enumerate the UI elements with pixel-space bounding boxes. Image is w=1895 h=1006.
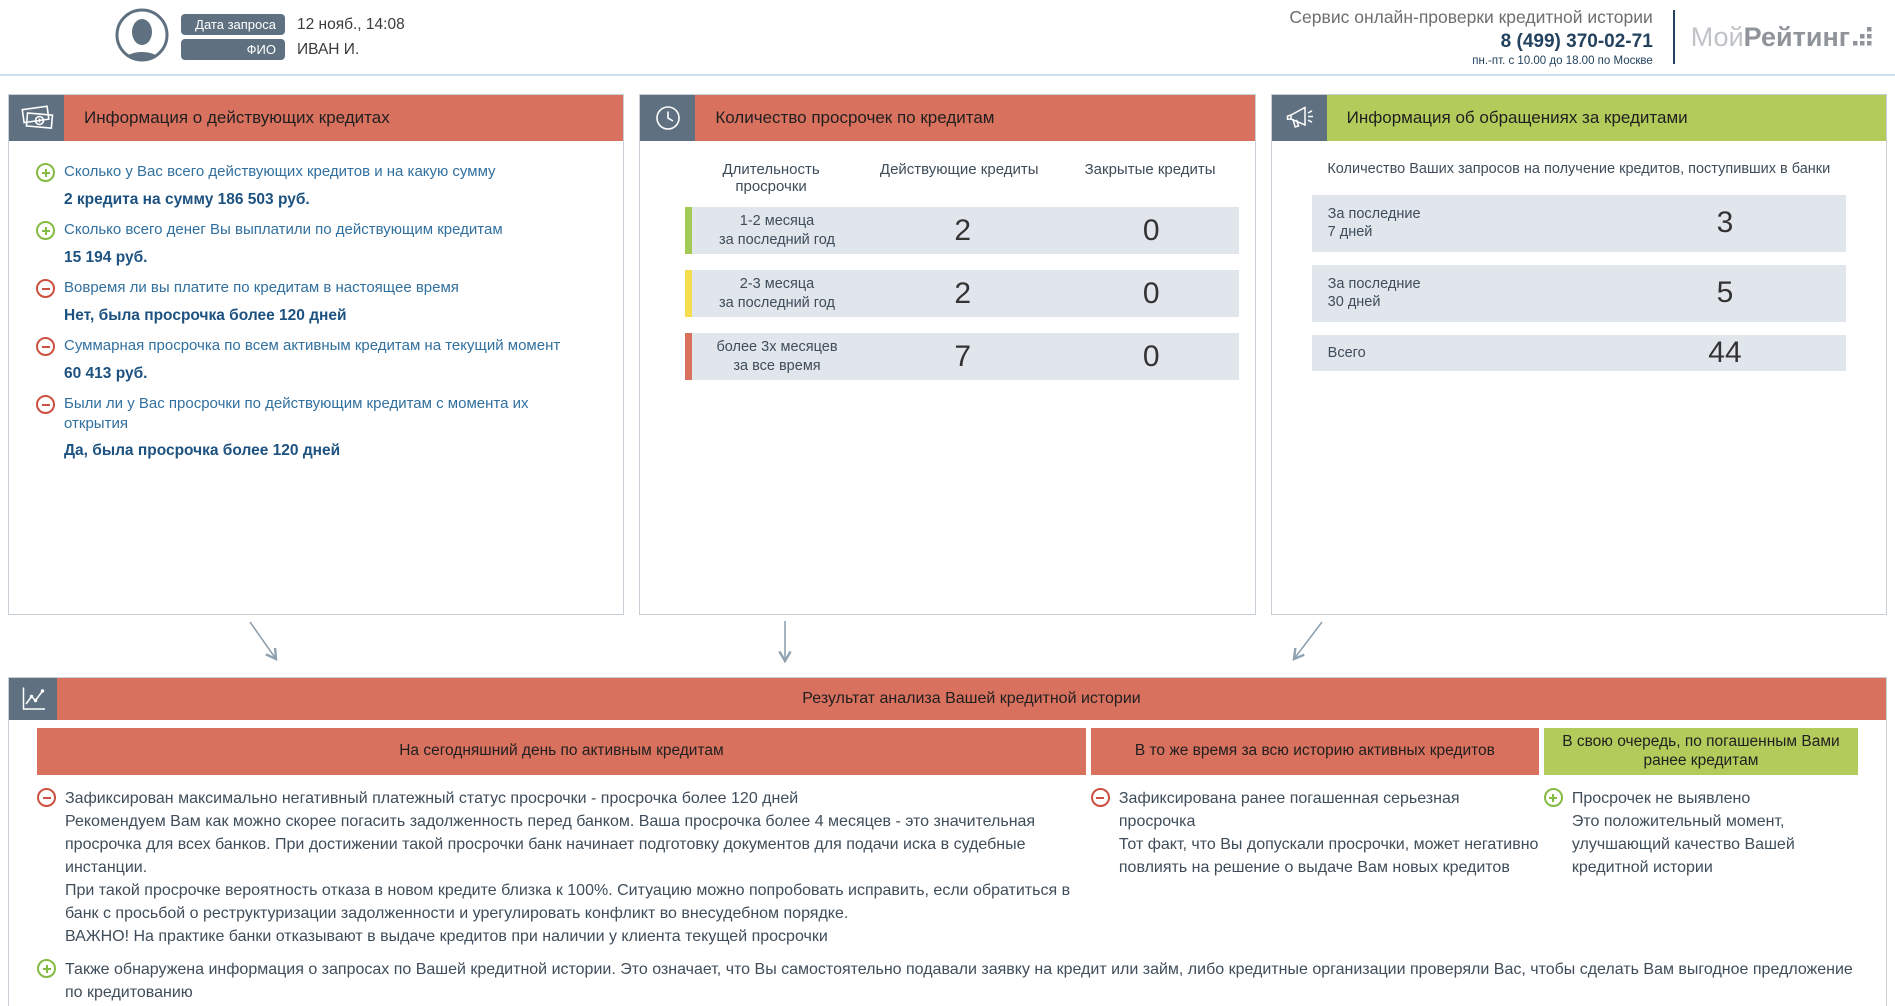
delinquency-period xyxy=(692,338,861,374)
period-line: за последний год xyxy=(719,231,835,248)
analysis-paragraph: Тот факт, что Вы допускали просрочки, может негативно повлиять на решение о выдаче Вам новых кредитов xyxy=(1118,836,1539,877)
card-delinquencies xyxy=(639,94,1255,615)
analysis-col-history xyxy=(1091,787,1539,879)
logo-bars-icon xyxy=(1853,25,1875,46)
user-avatar-icon xyxy=(113,6,171,64)
inquiries-rows xyxy=(1312,195,1846,371)
card-title: Информация о действующих кредитах xyxy=(64,95,623,141)
analysis-panel xyxy=(8,677,1887,1006)
analysis-columns xyxy=(37,787,1858,948)
header-divider xyxy=(1673,10,1675,64)
service-title: Сервис онлайн-проверки кредитной истории xyxy=(1289,7,1653,27)
plus-icon xyxy=(36,163,55,182)
logo-text-bold: Рейтинг xyxy=(1743,21,1850,52)
analysis-text xyxy=(65,787,1086,948)
card-title: Информация об обращениях за кредитами xyxy=(1327,95,1886,141)
qa-answer: Да, была просрочка более 120 дней xyxy=(64,442,341,459)
column-header-today: На сегодняшний день по активным кредитам xyxy=(37,728,1086,775)
money-icon xyxy=(9,95,64,141)
analysis-paragraph: При такой просрочке вероятность отказа в новом кредите близка к 100%. Ситуацию можно попробовать исправить, если обратиться в банк с просьбой о реструктуризации задолженности и урегулировать конфликт во внесудебном порядке. xyxy=(65,882,1071,923)
plus-icon xyxy=(36,221,55,240)
flow-arrows xyxy=(0,615,1895,677)
card-delinquencies-header xyxy=(640,95,1254,141)
question-text: Вовремя ли вы платите по кредитам в настоящее время xyxy=(64,279,459,296)
period-line: 1-2 месяца xyxy=(739,213,815,230)
inquiry-count: 3 xyxy=(1716,206,1734,240)
column-header: Действующие кредиты xyxy=(879,161,1039,178)
request-date-badge: Дата запроса xyxy=(181,14,285,35)
qa-answer: Нет, была просрочка более 120 дней xyxy=(64,307,347,324)
qa-answer: 60 413 руб. xyxy=(64,365,148,382)
label-line: 7 дней xyxy=(1327,224,1373,241)
avatar xyxy=(113,6,171,69)
delinquency-period xyxy=(692,275,861,311)
inquiries-body xyxy=(1272,141,1886,371)
table-row xyxy=(685,207,1238,254)
analysis-paragraph: ВАЖНО! На практике банки отказывают в выдаче кредитов при наличии у клиента текущей просрочки xyxy=(65,928,828,946)
arrow-down-right-icon xyxy=(246,619,290,671)
inquiries-subtitle: Количество Ваших запросов на получение кредитов, поступивших в банки xyxy=(1327,161,1831,177)
working-hours: пн.-пт. с 10.00 до 18.00 по Москве xyxy=(1472,55,1653,67)
analysis-text xyxy=(1119,787,1539,879)
qa-question xyxy=(36,394,595,433)
summary-cards-row xyxy=(8,94,1887,615)
analysis-column-headers xyxy=(37,728,1858,775)
column-header: Длительность просрочки xyxy=(722,161,820,195)
period-line: более 3х месяцев xyxy=(716,339,838,356)
analysis-paragraph: Это положительный момент, улучшающий качество Вашей кредитной истории xyxy=(1571,813,1795,877)
analysis-col-repaid xyxy=(1544,787,1858,879)
question-text: Сколько у Вас всего действующих кредитов и на какую сумму xyxy=(64,163,496,180)
analysis-footnote xyxy=(37,958,1858,1004)
analysis-paragraph: Зафиксирован максимально негативный платежный статус просрочки - просрочка более 120 дней xyxy=(65,790,799,807)
minus-icon xyxy=(36,279,55,298)
question-text: Суммарная просрочка по всем активным кредитам на текущий момент xyxy=(64,337,561,354)
logo-text-light: Мой xyxy=(1690,21,1744,52)
identity-block xyxy=(181,14,405,60)
list-item xyxy=(1312,195,1846,252)
table-row xyxy=(685,270,1238,317)
phone-number: 8 (499) 370-02-71 xyxy=(1500,31,1653,52)
closed-credits-count: 0 xyxy=(1142,276,1160,310)
question-text: Сколько всего денег Вы выплатили по действующим кредитам xyxy=(64,221,503,238)
arrow-down-left-icon xyxy=(1282,619,1326,671)
chart-icon xyxy=(9,678,57,720)
logo xyxy=(1691,22,1875,53)
label-line: За последние xyxy=(1327,206,1421,223)
period-line: 2-3 месяца xyxy=(739,276,815,293)
list-item xyxy=(1312,265,1846,322)
label-line: За последние xyxy=(1327,276,1421,293)
minus-icon xyxy=(37,788,56,807)
inquiry-period xyxy=(1328,275,1620,311)
closed-credits-count: 0 xyxy=(1142,213,1160,247)
column-header: Закрытые кредиты xyxy=(1084,161,1216,178)
period-line: за последний год xyxy=(719,294,835,311)
minus-icon xyxy=(1091,788,1110,807)
inquiry-count: 44 xyxy=(1708,335,1742,369)
minus-icon xyxy=(36,337,55,356)
active-credits-count: 2 xyxy=(954,276,972,310)
analysis-title: Результат анализа Вашей кредитной истории xyxy=(57,678,1886,720)
active-credits-count: 2 xyxy=(954,213,972,247)
qa-answer: 15 194 руб. xyxy=(64,249,148,266)
inquiry-period xyxy=(1328,344,1620,362)
megaphone-icon xyxy=(1272,95,1327,141)
analysis-paragraph: Рекомендуем Вам как можно скорее погасить задолженность перед банком. Ваша просрочка более 4 месяцев - это значительная просрочка для всех банков. При достижении такой просрочки банк начинает подготовку документов для подачи иска в судебные инстанции. xyxy=(65,813,1036,877)
footnote-text: Также обнаружена информация о запросах по Вашей кредитной истории. Это означает, что Вы самостоятельно подавали заявку на кредит или займ, либо кредитные организации проверяли Вас, чтобы сделать Вам выгодное предложение по кредитованию xyxy=(65,961,1853,1002)
qa-question xyxy=(36,220,595,240)
service-contact-block xyxy=(1289,7,1652,67)
inquiry-period xyxy=(1328,205,1620,241)
question-text: Были ли у Вас просрочки по действующим кредитам с момента их открытия xyxy=(64,395,529,432)
fio-value: ИВАН И. xyxy=(297,40,360,58)
label-line: 30 дней xyxy=(1327,294,1381,311)
arrow-down-icon xyxy=(768,619,802,671)
plus-icon xyxy=(37,959,56,978)
active-credits-count: 7 xyxy=(954,339,972,373)
card-inquiries-header xyxy=(1272,95,1886,141)
delinquency-table xyxy=(685,161,1238,380)
qa-answer: 2 кредита на сумму 186 503 руб. xyxy=(64,191,310,208)
analysis-paragraph: Просрочек не выявлено xyxy=(1571,790,1751,807)
card-title: Количество просрочек по кредитам xyxy=(695,95,1254,141)
analysis-paragraph: Зафиксирована ранее погашенная серьезная просрочка xyxy=(1118,790,1460,831)
delinquencies-body xyxy=(640,141,1254,380)
column-header-history: В то же время за всю историю активных кредитов xyxy=(1091,728,1539,775)
card-inquiries xyxy=(1271,94,1887,615)
fio-badge: ФИО xyxy=(181,39,285,60)
qa-question xyxy=(36,278,595,298)
analysis-text xyxy=(1572,787,1858,879)
delinquency-period xyxy=(692,212,861,248)
plus-icon xyxy=(1544,788,1563,807)
table-row xyxy=(685,333,1238,380)
period-line: за все время xyxy=(733,357,821,374)
qa-question xyxy=(36,162,595,182)
analysis-col-today xyxy=(37,787,1086,948)
inquiry-count: 5 xyxy=(1716,276,1734,310)
analysis-header xyxy=(9,678,1886,720)
column-header-repaid: В свою очередь, по погашенным Вами ранее кредитам xyxy=(1544,728,1858,775)
table-header-row xyxy=(685,161,1238,195)
clock-icon xyxy=(640,95,695,141)
closed-credits-count: 0 xyxy=(1142,339,1160,373)
list-item xyxy=(1312,335,1846,371)
card-active-credits xyxy=(8,94,624,615)
card-active-credits-header xyxy=(9,95,623,141)
active-credits-body xyxy=(9,141,623,460)
page-header xyxy=(0,0,1895,76)
label-line: Всего xyxy=(1327,344,1366,361)
minus-icon xyxy=(36,395,55,414)
request-date-value: 12 нояб., 14:08 xyxy=(297,15,405,33)
qa-question xyxy=(36,336,595,356)
